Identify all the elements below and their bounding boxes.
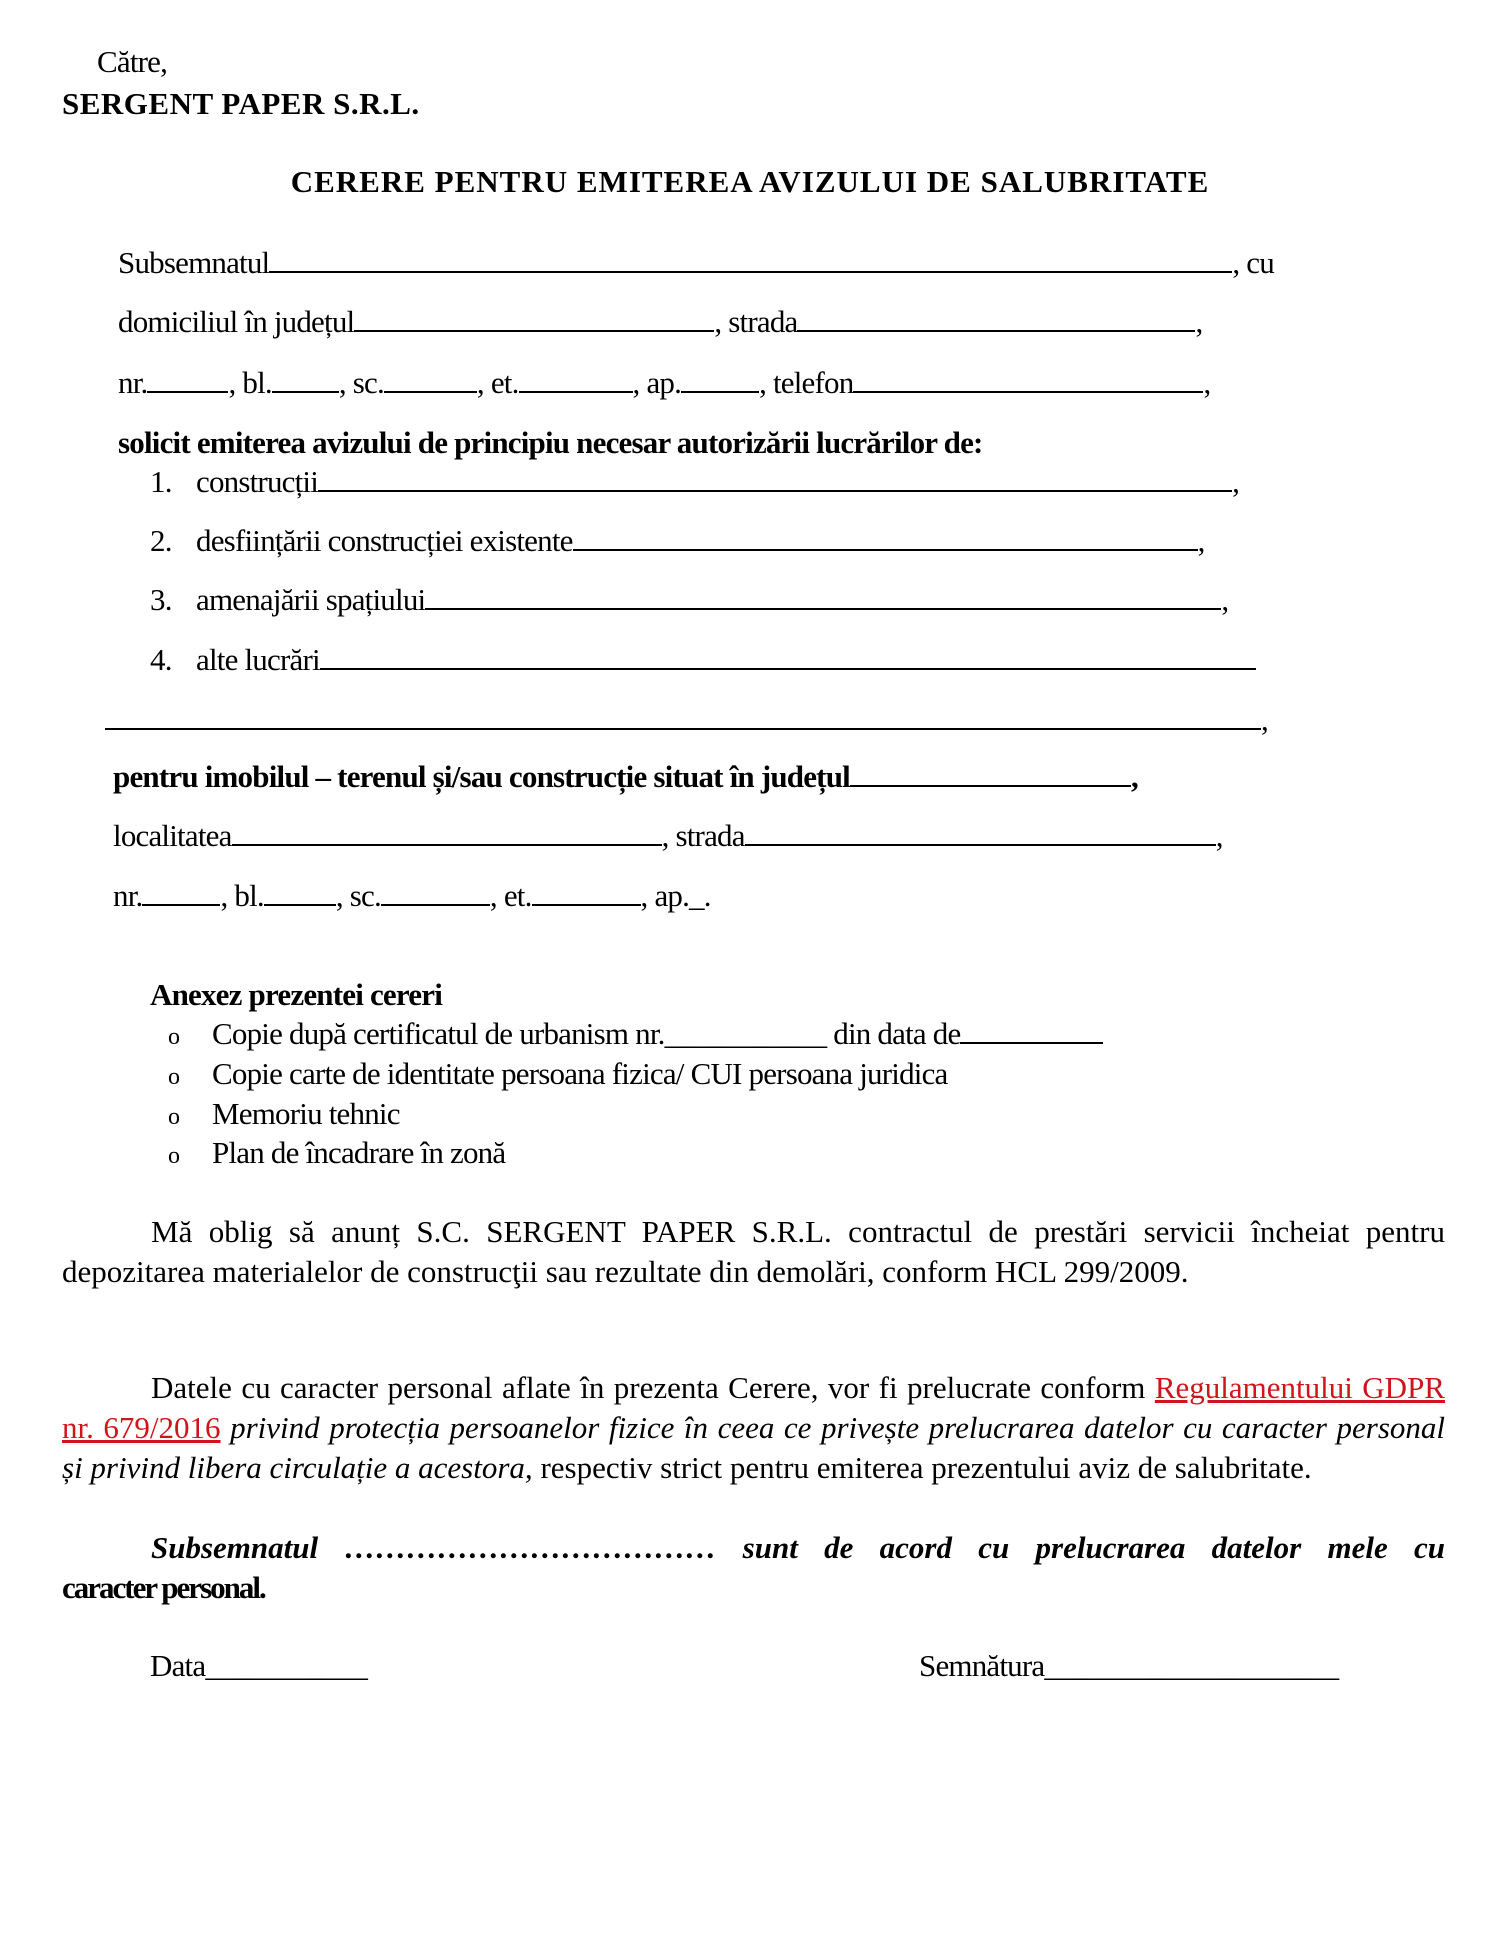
property-street-field[interactable] xyxy=(745,820,1216,846)
other-works-field[interactable] xyxy=(105,704,1261,730)
recipient-label: Către, xyxy=(97,44,168,79)
label-ap: , ap._. xyxy=(640,878,711,913)
obligation-paragraph xyxy=(62,1212,1445,1292)
annex-item xyxy=(168,1056,948,1095)
other-works-continuation xyxy=(105,702,1268,738)
comma: , xyxy=(1203,365,1211,400)
comma: , xyxy=(1232,464,1240,499)
recipient-company: SERGENT PAPER S.R.L. xyxy=(62,86,420,121)
applicant-address-row xyxy=(118,304,1202,340)
item-field[interactable] xyxy=(425,584,1221,610)
document-title: CERERE PENTRU EMITEREA AVIZULUI DE SALUBRITATE xyxy=(290,164,1210,199)
request-item xyxy=(150,582,1228,618)
request-intro xyxy=(118,425,983,461)
item-label: amenajării spațiului xyxy=(196,582,426,617)
item-label: alte lucrări xyxy=(196,642,320,677)
consent-line xyxy=(62,1528,1445,1568)
property-number-row xyxy=(113,878,711,914)
property-county-label: – terenul și/sau construcție situat în județul xyxy=(308,759,850,794)
label-bl: , bl. xyxy=(220,878,264,913)
item-number: 2. xyxy=(150,523,172,558)
nr-field[interactable] xyxy=(142,880,220,906)
annex-title: Anexez prezentei cereri xyxy=(150,977,443,1012)
item-field[interactable] xyxy=(318,466,1232,492)
date-field[interactable] xyxy=(960,1018,1103,1044)
item-number: 1. xyxy=(150,464,172,499)
phone-field[interactable] xyxy=(853,367,1203,393)
label-nr: nr. xyxy=(118,365,148,400)
consent-end: caracter personal. xyxy=(62,1570,265,1605)
ap-field[interactable] xyxy=(681,367,759,393)
label-ap: , ap. xyxy=(632,365,682,400)
annex-item-text: Copie carte de identitate persoana fizica/ CUI persoana juridica xyxy=(212,1056,948,1091)
annex-item-text: Plan de încadrare în zonă xyxy=(212,1135,506,1170)
annex-item xyxy=(168,1096,400,1135)
comma: , xyxy=(1215,818,1223,853)
request-intro-rest: avizului de principiu necesar autorizării lucrărilor de: xyxy=(305,425,983,460)
gdpr-italic-text: privind protecția persoanelor fizice în ceea ce privește prelucrarea datelor cu caracter personal și privind libera circulație a acestora, xyxy=(62,1410,1445,1485)
label-localitatea: localitatea xyxy=(113,818,232,853)
annex-item xyxy=(168,1135,505,1174)
comma: , xyxy=(1130,759,1138,794)
gdpr-text-end: respectiv strict pentru emiterea prezentului aviz de salubritate. xyxy=(532,1450,1312,1485)
bl-field[interactable] xyxy=(272,367,339,393)
obligation-text: Mă oblig să anunț S.C. SERGENT PAPER S.R.L. contractul de prestări servicii încheiat pentru depozitarea materialelor de construcţii sau rezultate din demolări, conform HCL 299/2009. xyxy=(62,1214,1445,1289)
comma: , xyxy=(1261,702,1268,737)
property-label: pentru imobilul xyxy=(113,759,309,794)
date-field[interactable]: Data___________ xyxy=(150,1648,368,1683)
request-item xyxy=(150,523,1205,559)
bl-field[interactable] xyxy=(264,880,336,906)
property-locality-row xyxy=(113,818,1223,854)
annex-item xyxy=(168,1016,1103,1055)
item-number: 4. xyxy=(150,642,172,677)
comma: , xyxy=(1195,304,1203,339)
et-field[interactable] xyxy=(532,880,641,906)
label-telefon: , telefon xyxy=(759,365,854,400)
label-et: , et. xyxy=(489,878,532,913)
street-field[interactable] xyxy=(797,306,1195,332)
gdpr-text: Datele cu caracter personal aflate în prezenta Cerere, vor fi prelucrate conform xyxy=(151,1370,1155,1405)
et-field[interactable] xyxy=(519,367,633,393)
comma: , xyxy=(1221,582,1229,617)
gdpr-paragraph xyxy=(62,1368,1445,1488)
bullet-icon: o xyxy=(168,1024,180,1050)
label-strada: , strada xyxy=(661,818,745,853)
item-label: construcții xyxy=(196,464,319,499)
label-sc: , sc. xyxy=(335,878,381,913)
locality-field[interactable] xyxy=(232,820,662,846)
item-label: desființării construcției existente xyxy=(196,523,573,558)
annex-item-text: Memoriu tehnic xyxy=(212,1096,400,1131)
label-subsemnatul: Subsemnatul xyxy=(118,245,270,280)
bullet-icon: o xyxy=(168,1143,180,1169)
request-intro-bold: solicit emiterea xyxy=(118,425,306,460)
item-field[interactable] xyxy=(320,644,1256,670)
label-cu: , cu xyxy=(1232,245,1274,280)
item-field[interactable] xyxy=(573,525,1198,551)
applicant-name-row xyxy=(118,245,1274,281)
label-judet: domiciliul în județul xyxy=(118,304,355,339)
bullet-icon: o xyxy=(168,1064,180,1090)
label-bl: , bl. xyxy=(228,365,272,400)
annex-item-text: Copie după certificatul de urbanism nr.___________ din data de xyxy=(212,1016,961,1051)
bullet-icon: o xyxy=(168,1104,180,1130)
consent-text: Subsemnatul ……………………………… sunt de acord cu prelucrarea datelor mele cu xyxy=(151,1530,1445,1565)
property-county-field[interactable] xyxy=(850,761,1131,787)
sc-field[interactable] xyxy=(384,367,477,393)
label-sc: , sc. xyxy=(338,365,384,400)
nr-field[interactable] xyxy=(147,367,228,393)
comma: , xyxy=(1197,523,1205,558)
label-et: , et. xyxy=(476,365,519,400)
applicant-number-row xyxy=(118,365,1210,401)
property-row xyxy=(113,759,1138,795)
signature-field[interactable]: Semnătura____________________ xyxy=(919,1648,1339,1683)
label-strada: , strada xyxy=(714,304,798,339)
county-field[interactable] xyxy=(354,306,714,332)
name-field[interactable] xyxy=(269,247,1232,273)
request-item xyxy=(150,464,1239,500)
gdpr-regulation-link[interactable]: Regulamentului GDPR nr. 679/2016 xyxy=(62,1370,1445,1445)
item-number: 3. xyxy=(150,582,172,617)
label-nr: nr. xyxy=(113,878,143,913)
sc-field[interactable] xyxy=(381,880,490,906)
request-item xyxy=(150,642,1256,678)
